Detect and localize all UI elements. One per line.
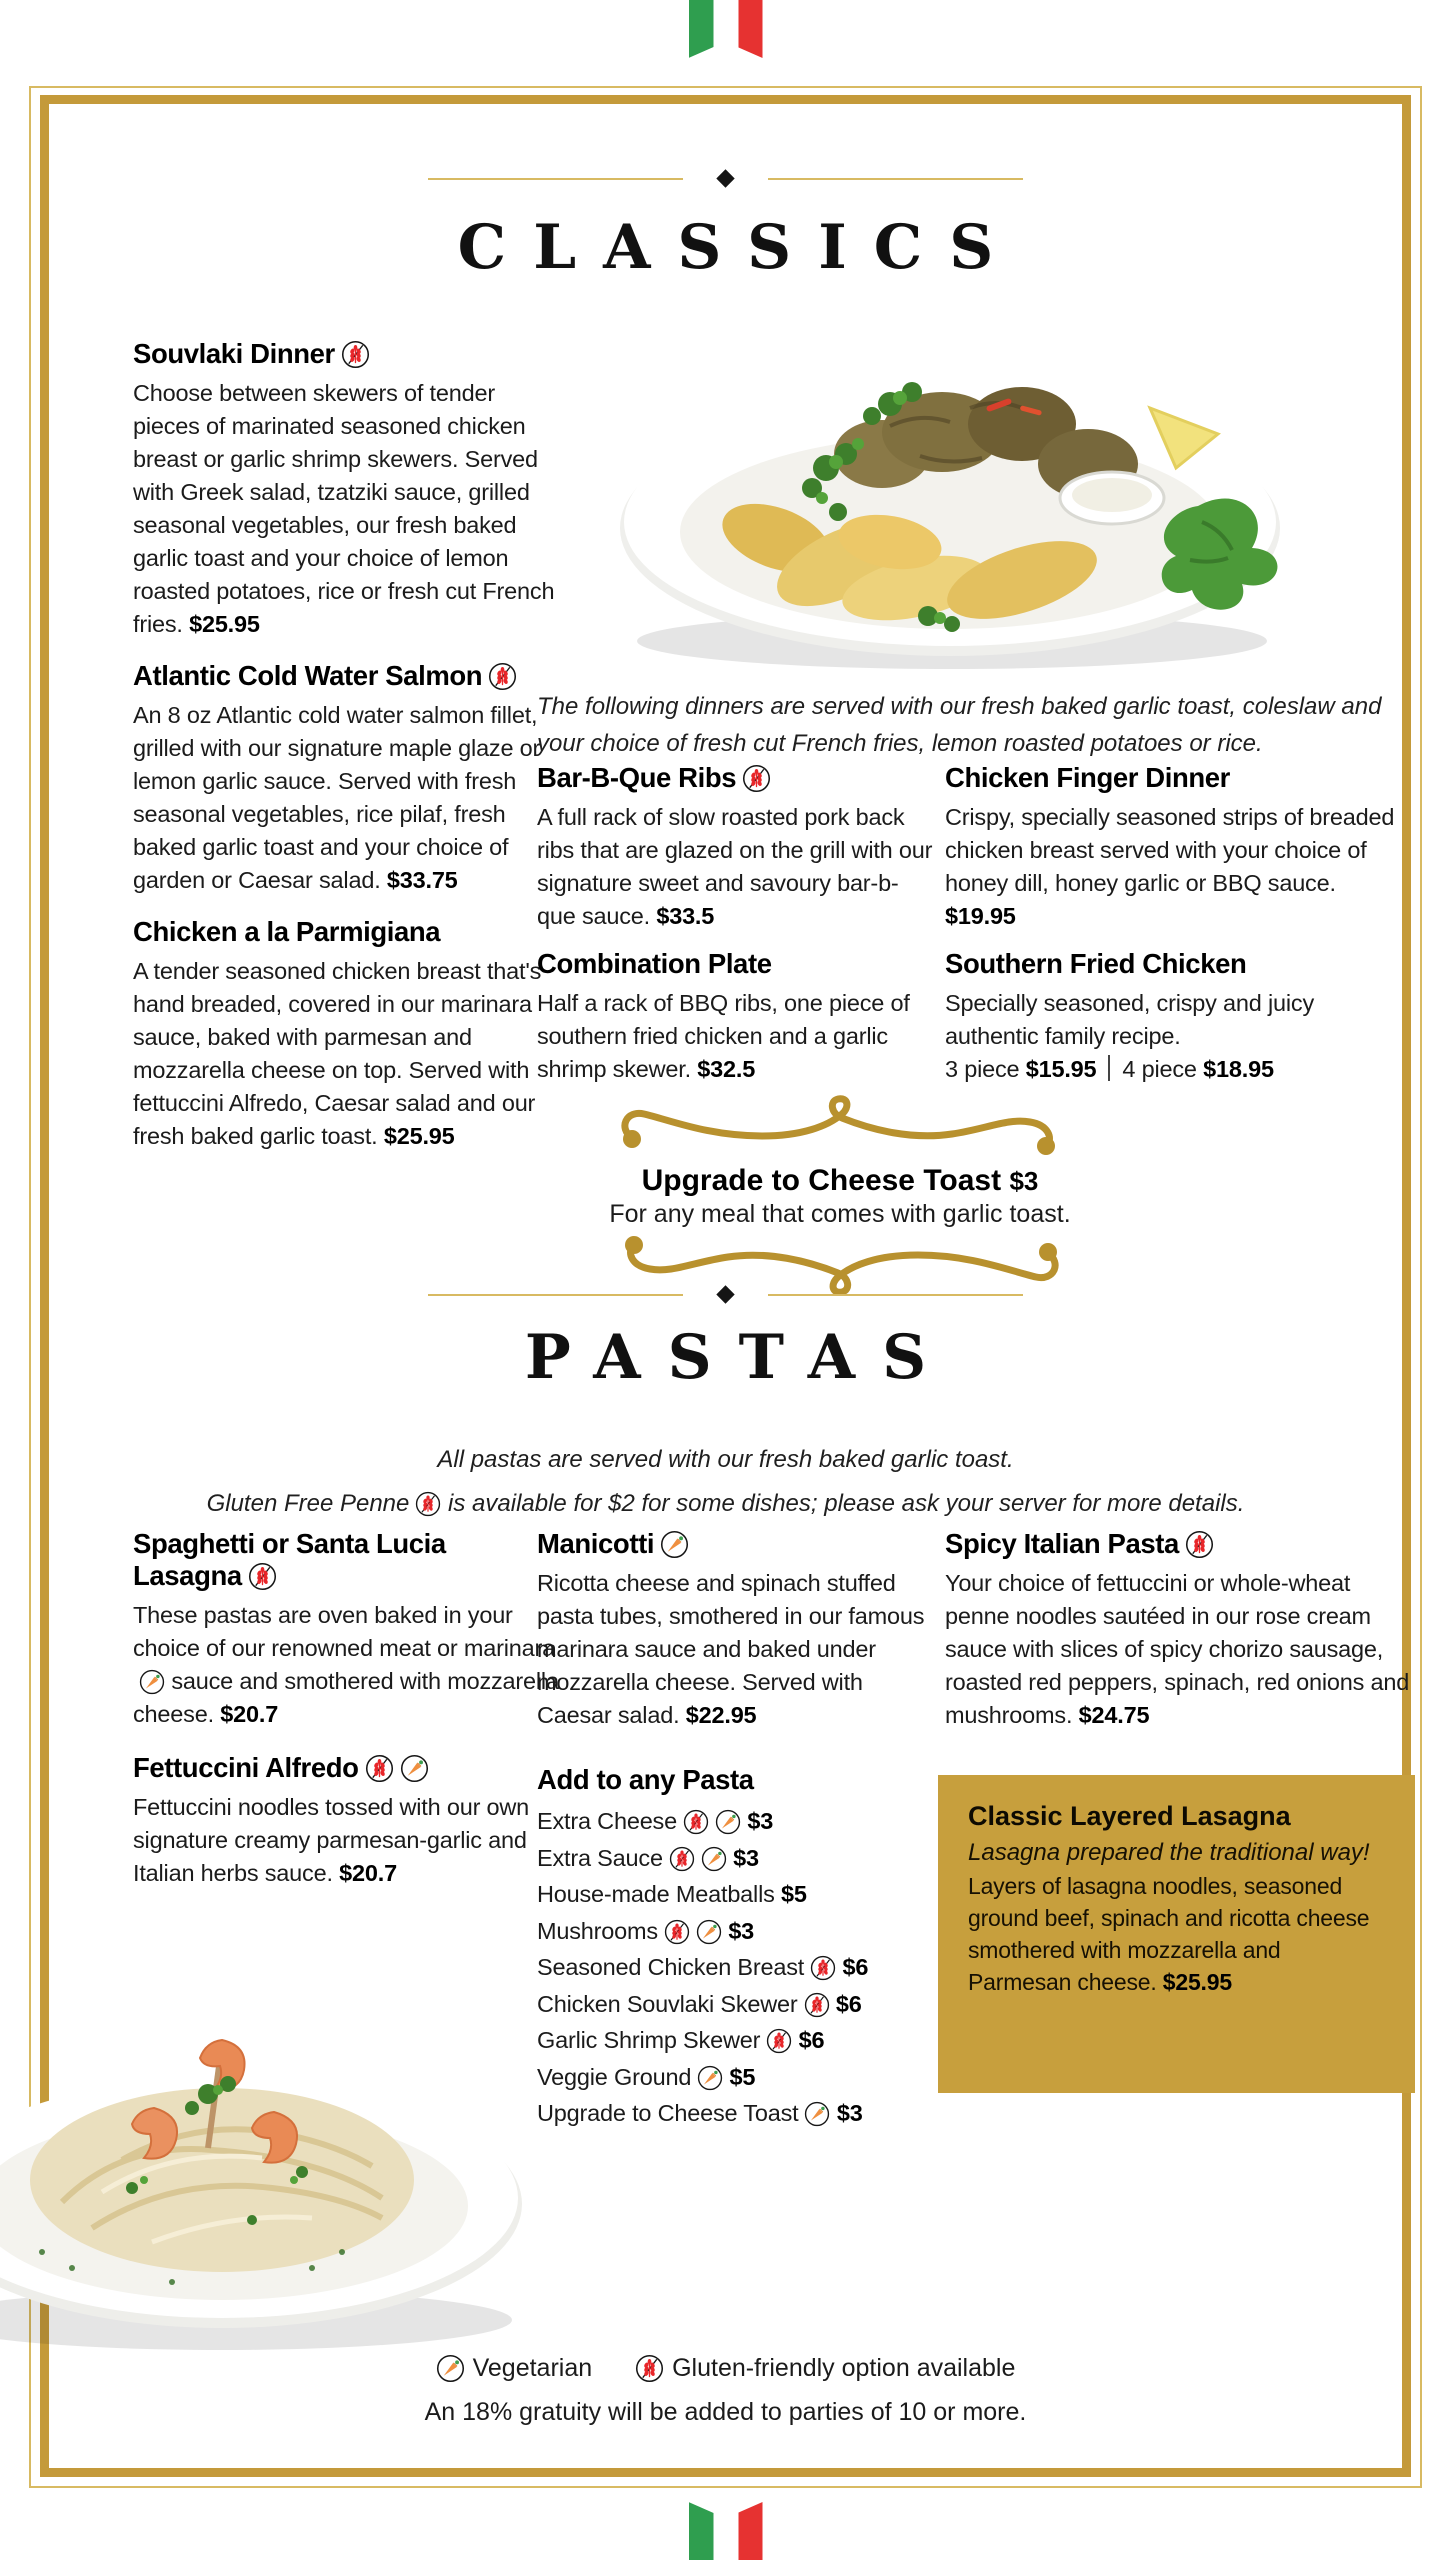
item-description: Fettuccini noodles tossed with our own signature creamy parmesan-garlic and Italian herbs sauce. $20.7 — [133, 1794, 530, 1886]
item-name: Bar-B-Que Ribs — [537, 762, 937, 794]
vegetarian-icon — [701, 1846, 727, 1872]
gluten-friendly-icon — [683, 1809, 709, 1835]
italian-flag-ribbon-bottom-icon — [689, 2502, 763, 2560]
addon-row: Extra Cheese $3 — [537, 1808, 774, 1834]
item-description: A full rack of slow roasted pork back ribs that are glazed on the grill with our signature sweet and savoury bar-b-que sauce. $33.5 — [537, 804, 933, 929]
vegetarian-icon — [715, 1809, 741, 1835]
menu-item-chicken-finger-dinner — [945, 762, 1407, 933]
feature-price: $25.95 — [1162, 1969, 1232, 1995]
pastas-ornament — [0, 1288, 1451, 1301]
item-name: Fettuccini Alfredo — [133, 1752, 561, 1784]
addon-row: Upgrade to Cheese Toast $3 — [537, 2100, 863, 2126]
pasta-addons-list — [537, 1764, 972, 2132]
vegetarian-icon — [696, 1919, 722, 1945]
vegetarian-icon — [400, 1754, 429, 1783]
gluten-friendly-icon — [488, 662, 517, 691]
price-option: 3 piece $15.95 — [945, 1056, 1097, 1082]
gluten-friendly-icon — [341, 340, 370, 369]
item-name: Manicotti — [537, 1528, 937, 1560]
menu-item-spaghetti-lasagna — [133, 1528, 561, 1731]
item-price: $19.95 — [945, 903, 1016, 929]
item-description: Your choice of fettuccini or whole-wheat penne noodles sautéed in our rose cream sauce with slices of spicy chorizo sausage, roasted red peppers, spinach, red onions and mushrooms. $24.75 — [945, 1570, 1410, 1728]
item-price: $20.7 — [220, 1701, 279, 1727]
gluten-friendly-icon — [664, 1919, 690, 1945]
feature-description: Layers of lasagna noodles, seasoned ground beef, spinach and ricotta cheese smothered with mozzarella and Parmesan cheese. $25.95 — [968, 1873, 1370, 1995]
classic-lasagna-feature-box — [938, 1775, 1415, 2093]
pastas-notes — [0, 1438, 1451, 1526]
divider — [1108, 1055, 1110, 1081]
menu-item-bbq-ribs — [537, 762, 937, 933]
pastas-note-1: All pastas are served with our fresh baked garlic toast. — [437, 1446, 1014, 1473]
gluten-friendly-icon — [248, 1562, 277, 1591]
item-price: $25.95 — [383, 1123, 455, 1149]
item-description: These pastas are oven baked in your choice of our renowned meat or marinara sauce and smothered with mozzarella cheese. $20.7 — [133, 1602, 559, 1727]
item-description: Ricotta cheese and spinach stuffed pasta tubes, smothered in our famous marinara sauce and baked under mozzarella cheese. Served with Caesar salad. $22.95 — [537, 1570, 925, 1728]
dinners-note: The following dinners are served with our fresh baked garlic toast, coleslaw and your choice of fresh cut French fries, lemon roasted potatoes or rice. — [537, 693, 1382, 757]
upgrade-title: Upgrade to Cheese Toast $3 — [641, 1164, 1039, 1197]
item-price: $33.75 — [386, 867, 458, 893]
item-price: $33.5 — [656, 903, 715, 929]
addons-title: Add to any Pasta — [537, 1764, 754, 1795]
price-option: 4 piece $18.95 — [1122, 1056, 1274, 1082]
item-name: Chicken a la Parmigiana — [133, 916, 441, 947]
gluten-friendly-icon — [810, 1955, 836, 1981]
gluten-friendly-icon — [635, 2354, 664, 2383]
gratuity-note: An 18% gratuity will be added to parties of 10 or more. — [424, 2398, 1027, 2426]
addon-row: Seasoned Chicken Breast $6 — [537, 1954, 869, 1980]
menu-item-combination-plate — [537, 948, 947, 1086]
upgrade-note: For any meal that comes with garlic toast. — [609, 1200, 1071, 1228]
menu-item-spicy-italian-pasta — [945, 1528, 1411, 1732]
menu-item-souvlaki-dinner — [133, 338, 558, 641]
gluten-friendly-icon — [669, 1846, 695, 1872]
addon-row: House-made Meatballs $5 — [537, 1881, 807, 1907]
vegetarian-icon — [436, 2354, 465, 2383]
legend-vegetarian: Vegetarian — [436, 2354, 593, 2383]
legend-gluten-friendly: Gluten-friendly option available — [635, 2354, 1015, 2383]
diamond-icon — [716, 169, 734, 187]
menu-item-southern-fried-chicken — [945, 948, 1407, 1086]
souvlaki-plate-photo — [590, 316, 1310, 678]
diamond-icon — [716, 1285, 734, 1303]
feature-tagline: Lasagna prepared the traditional way! — [968, 1839, 1370, 1866]
classics-section-title: CLASSICS — [457, 212, 1021, 283]
item-description: Specially seasoned, crispy and juicy authentic family recipe. 3 piece $15.95 4 piece $18.95 — [945, 990, 1314, 1082]
menu-item-manicotti — [537, 1528, 937, 1732]
feature-title: Classic Layered Lasagna — [968, 1801, 1291, 1831]
item-price: $25.95 — [189, 611, 260, 637]
addon-row: Mushrooms $3 — [537, 1917, 755, 1944]
item-name: Combination Plate — [537, 948, 772, 979]
pastas-note-2: Gluten Free Penne is available for $2 for some dishes; please ask your server for more details. — [206, 1490, 1245, 1517]
item-name: Chicken Finger Dinner — [945, 762, 1230, 793]
vegetarian-icon — [697, 2065, 723, 2091]
item-price: $20.7 — [339, 1860, 397, 1886]
menu-item-fettuccini-alfredo — [133, 1752, 561, 1890]
menu-item-atlantic-salmon — [133, 660, 558, 897]
item-name: Southern Fried Chicken — [945, 948, 1247, 979]
item-price: $32.5 — [697, 1056, 756, 1082]
item-description: An 8 oz Atlantic cold water salmon fillet, grilled with our signature maple glaze or lemon garlic sauce. Served with fresh seasonal vegetables, rice pilaf, fresh baked garlic toast and your choice of garden or Caesar salad. $33.75 — [133, 702, 541, 893]
vegetarian-icon — [804, 2101, 830, 2127]
upgrade-price: $3 — [1009, 1166, 1039, 1196]
gluten-friendly-icon — [415, 1491, 441, 1517]
flourish-ornament-top — [610, 1092, 1070, 1156]
classics-ornament — [0, 172, 1451, 185]
gluten-friendly-icon — [742, 764, 771, 793]
item-description: A tender seasoned chicken breast that's hand breaded, covered in our marinara sauce, baked with parmesan and mozzarella cheese on top. Served with fettuccini Alfredo, Caesar salad and our fresh baked garlic toast. $25.95 — [133, 958, 542, 1149]
item-name: Souvlaki Dinner — [133, 338, 558, 370]
dietary-legend — [0, 2354, 1451, 2390]
item-name: Spaghetti or Santa Lucia Lasagna — [133, 1528, 446, 1591]
vegetarian-icon — [139, 1669, 165, 1695]
addon-row: Extra Sauce $3 — [537, 1844, 759, 1871]
item-description: Half a rack of BBQ ribs, one piece of southern fried chicken and a garlic shrimp skewer. $32.5 — [537, 990, 910, 1082]
pasta-plate-photo — [0, 1952, 532, 2372]
cheese-toast-upgrade-banner — [495, 1092, 1185, 1299]
gluten-friendly-icon — [1185, 1530, 1214, 1559]
item-description: Choose between skewers of tender pieces of marinated seasoned chicken breast or garlic shrimp skewers. Served with Greek salad, tzatziki sauce, grilled seasonal vegetables, our fresh baked garlic toast and your choice of lemon roasted potatoes, rice or fresh cut French fries. $25.95 — [133, 380, 555, 637]
vegetarian-icon — [660, 1530, 689, 1559]
addon-row: Veggie Ground $5 — [537, 2063, 756, 2090]
gluten-friendly-icon — [804, 1992, 830, 2018]
addon-row: Garlic Shrimp Skewer $6 — [537, 2027, 825, 2053]
gluten-friendly-icon — [766, 2028, 792, 2054]
italian-flag-ribbon-top-icon — [689, 0, 763, 58]
item-name: Spicy Italian Pasta — [945, 1528, 1411, 1560]
addon-row: Chicken Souvlaki Skewer $6 — [537, 1990, 862, 2017]
gluten-friendly-icon — [365, 1754, 394, 1783]
item-price: $24.75 — [1078, 1702, 1150, 1728]
item-description: Crispy, specially seasoned strips of breaded chicken breast served with your choice of honey dill, honey garlic or BBQ sauce. $19.95 — [945, 804, 1395, 929]
item-name: Atlantic Cold Water Salmon — [133, 660, 558, 692]
item-price: $22.95 — [685, 1702, 757, 1728]
pastas-section-title: PASTAS — [524, 1322, 954, 1393]
